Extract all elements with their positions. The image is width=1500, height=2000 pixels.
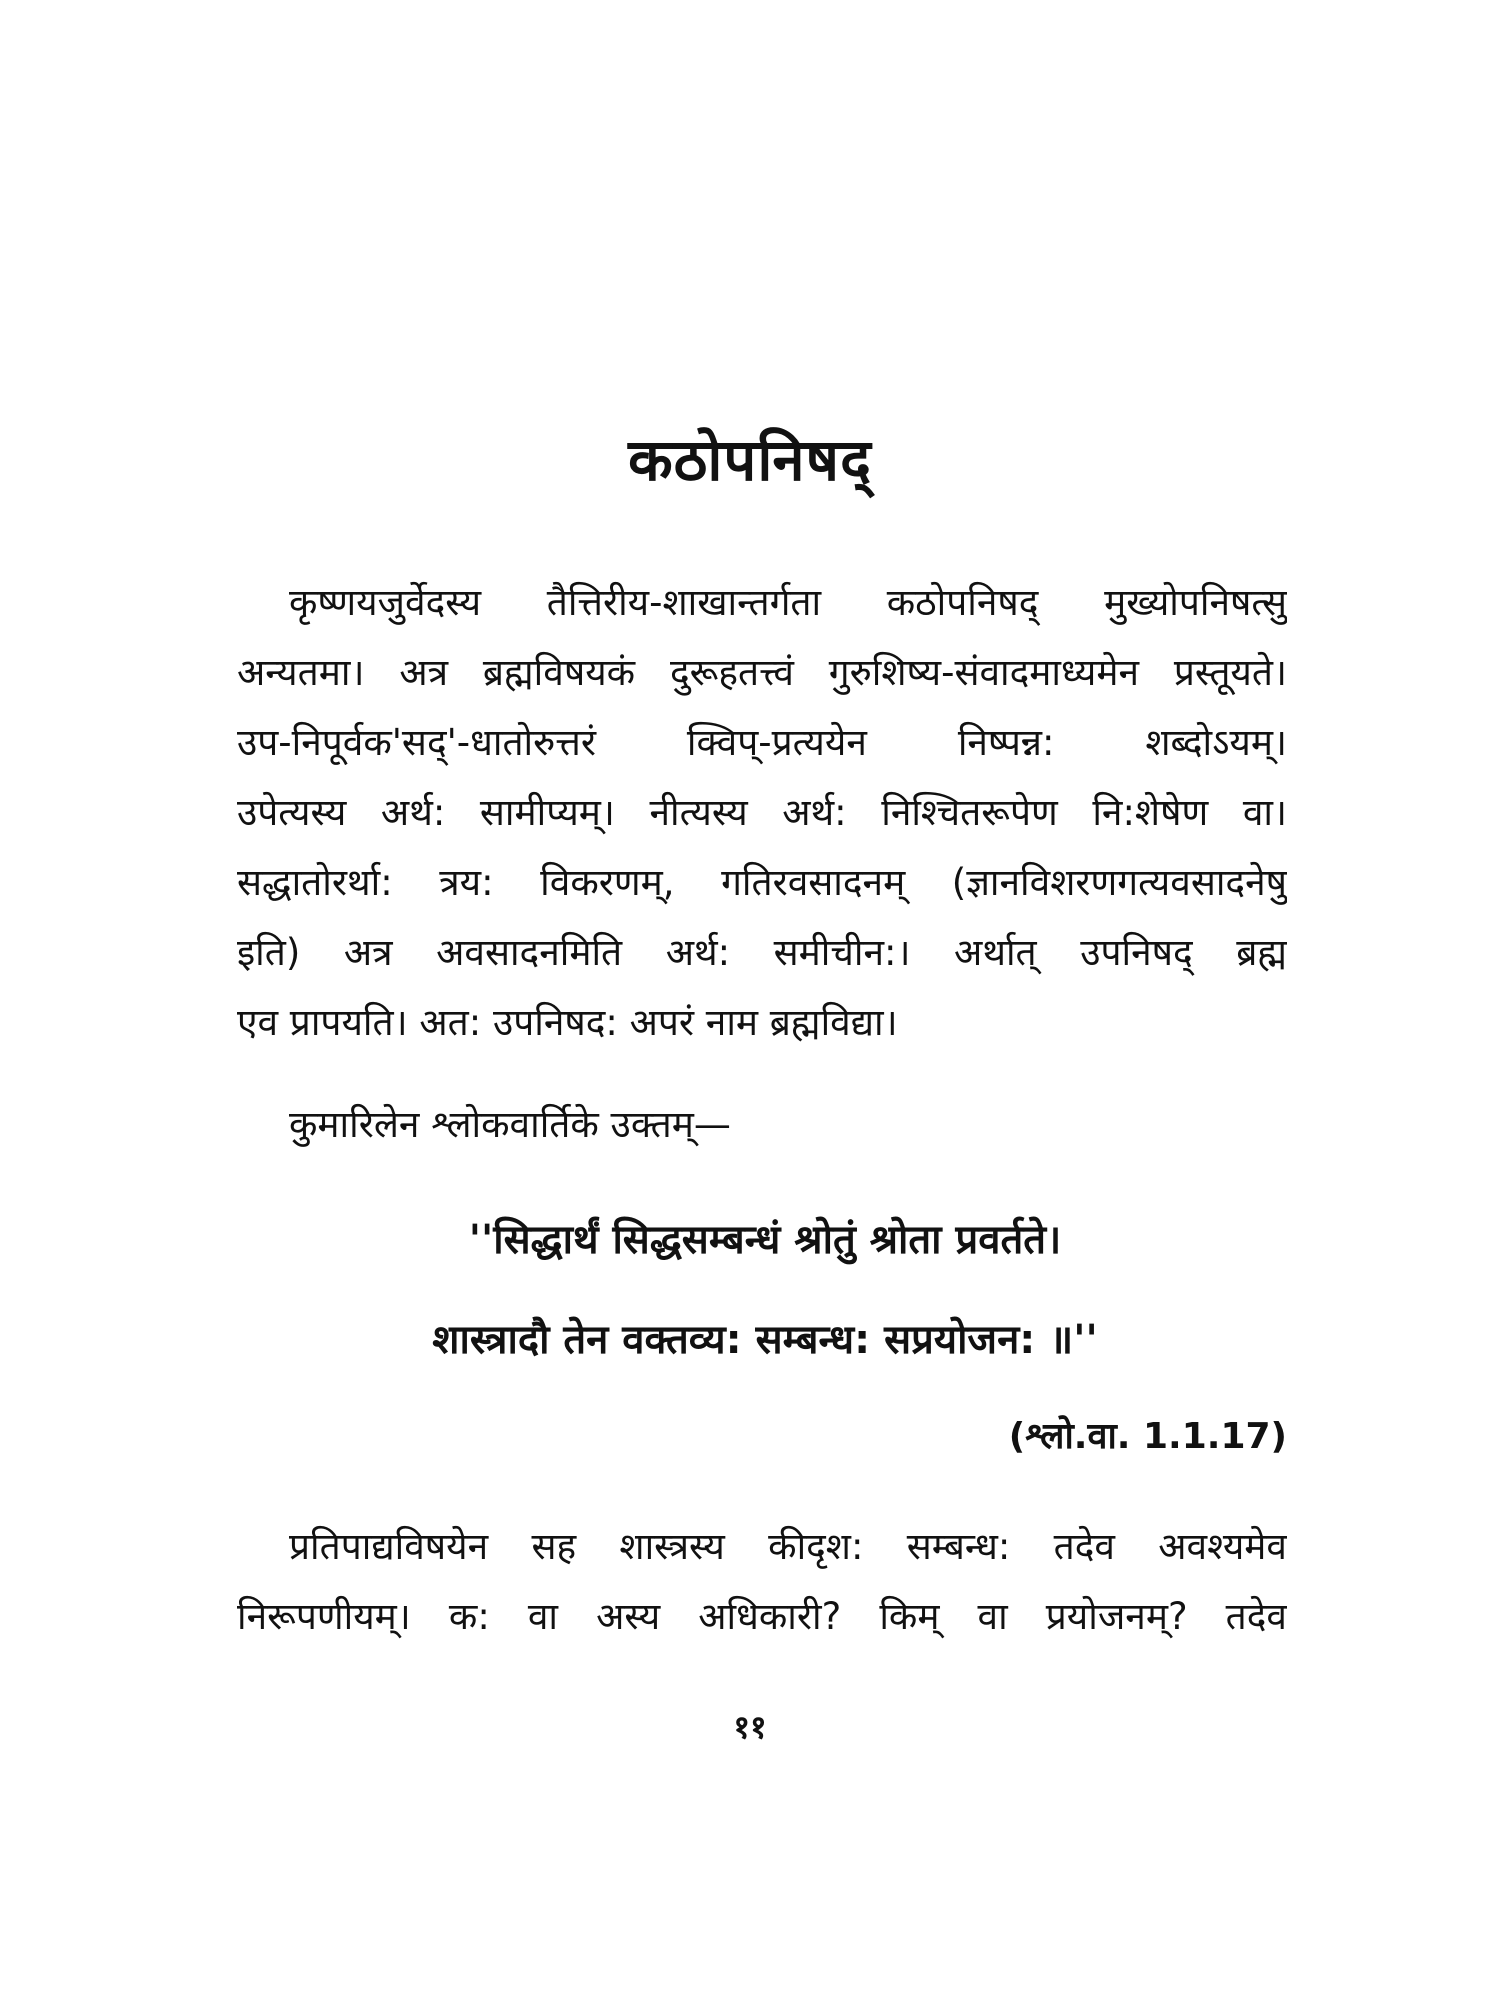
page-number: ११ — [733, 1708, 767, 1746]
paragraph-line: कृष्णयजुर्वेदस्य तैत्तिरीय-शाखान्तर्गता कठोपनिषद् मुख्योपनिषत्सु — [289, 581, 1287, 624]
page-title: कठोपनिषद् — [628, 426, 872, 494]
paragraph-quote-intro — [237, 1090, 1287, 1160]
paragraph-line: कुमारिलेन श्लोकवार्तिके उक्तम्— — [289, 1103, 731, 1146]
paragraph-line: अन्यतमा। अत्र ब्रह्मविषयकं दुरूहतत्त्वं गुरुशिष्य-संवादमाध्यमेन प्रस्तूयते। — [237, 651, 1287, 694]
verse-reference: (श्लो.वा. 1.1.17) — [1008, 1416, 1287, 1457]
paragraph-line: उप-निपूर्वक'सद्'-धातोरुत्तरं क्विप्-प्रत्ययेन निष्पन्न: शब्दोऽयम्। — [237, 721, 1287, 764]
verse-line-2: शास्त्रादौ तेन वक्तव्य: सम्बन्ध: सप्रयोजन: ॥'' — [432, 1317, 1098, 1363]
paragraph-line: इति) अत्र अवसादनमिति अर्थ: समीचीन:। अर्थात् उपनिषद् ब्रह्म — [237, 931, 1287, 974]
verse-line-1: ''सिद्धार्थं सिद्धसम्बन्धं श्रोतुं श्रोता प्रवर्तते। — [468, 1217, 1062, 1263]
paragraph-line: एव प्रापयति। अत: उपनिषद: अपरं नाम ब्रह्मविद्या। — [237, 1001, 898, 1044]
paragraph-line: सद्धातोरर्था: त्रय: विकरणम्, गतिरवसादनम् (ज्ञानविशरणगत्यवसादनेषु — [237, 861, 1287, 904]
paragraph-line: उपेत्यस्य अर्थ: सामीप्यम्। नीत्यस्य अर्थ: निश्चितरूपेण नि:शेषेण वा। — [237, 791, 1287, 834]
paragraph-line: प्रतिपाद्यविषयेन सह शास्त्रस्य कीदृश: सम्बन्ध: तदेव अवश्यमेव — [289, 1525, 1287, 1568]
paragraph-intro — [237, 568, 1287, 1058]
paragraph-subject — [237, 1512, 1287, 1652]
paragraph-line: निरूपणीयम्। क: वा अस्य अधिकारी? किम् वा प्रयोजनम्? तदेव — [237, 1595, 1287, 1638]
